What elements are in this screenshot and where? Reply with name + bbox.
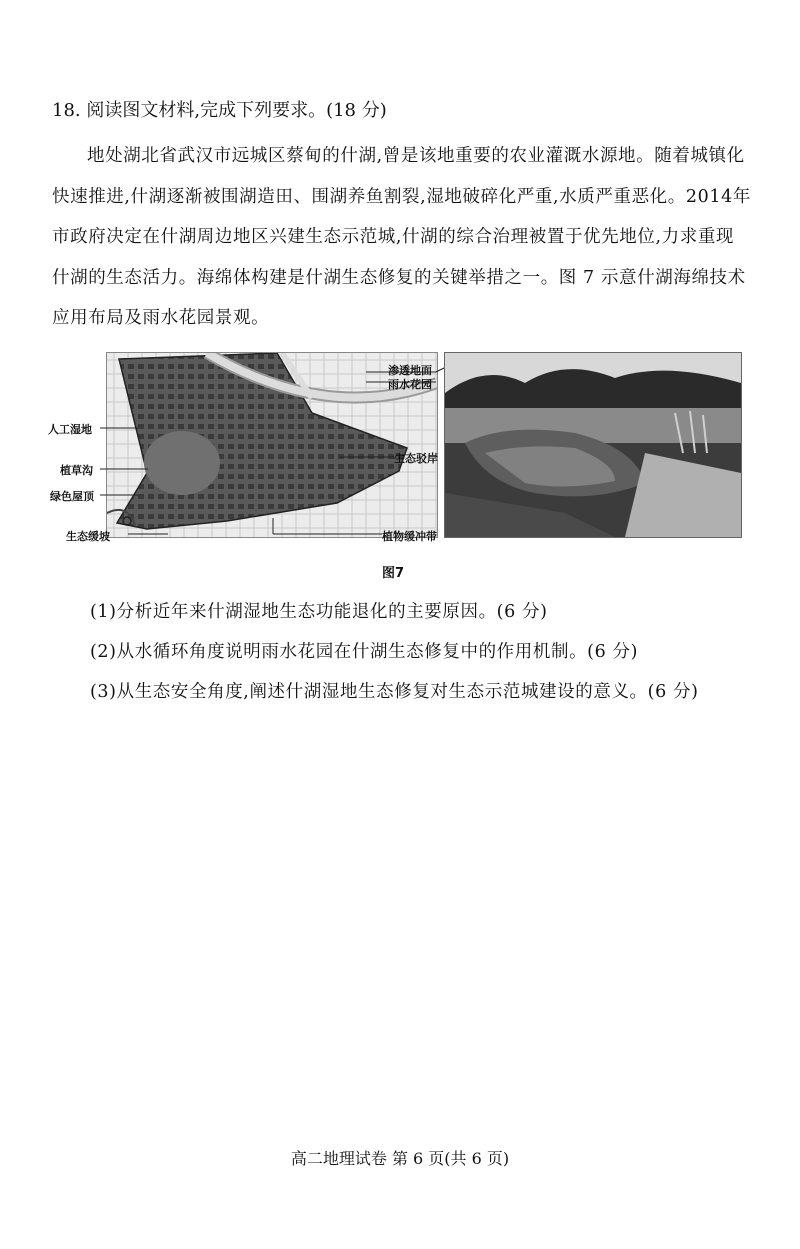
figure-caption: 图7 <box>382 566 405 581</box>
label-ecological-slope: 生态缓坡 <box>66 530 110 543</box>
figure-7 <box>48 348 748 544</box>
label-artificial-wetland: 人工湿地 <box>48 423 92 436</box>
label-permeable-ground: 渗透地面 <box>388 364 432 377</box>
label-green-roof: 绿色屋顶 <box>50 490 94 503</box>
subquestion-2: (2)从水循环角度说明雨水花园在什湖生态修复中的作用机制。(6 分) <box>90 642 639 662</box>
label-rain-garden: 雨水花园 <box>388 378 432 391</box>
question-title: 18. 阅读图文材料,完成下列要求。(18 分) <box>52 100 387 121</box>
subquestion-3: (3)从生态安全角度,阐述什湖湿地生态修复对生态示范城建设的意义。(6 分) <box>90 682 699 702</box>
question-paragraph: 地处湖北省武汉市远城区蔡甸的什湖,曾是该地重要的农业灌溉水源地。随着城镇化快速推进,什湖逐渐被围湖造田、围湖养鱼割裂,湿地破碎化严重,水质严重恶化。2014年市政府决定在什湖周边地区兴建生态示范城,什湖的综合治理被置于优先地位,力求重现什湖的生态活力。海绵体构建是什湖生态修复的关键举措之一。图 7 示意什湖海绵技术应用布局及雨水花园景观。 <box>52 146 751 328</box>
page-footer: 高二地理试卷 第 6 页(共 6 页) <box>290 1149 510 1168</box>
label-ecological-revetment: 生态驳岸 <box>394 452 438 465</box>
label-grass-ditch: 植草沟 <box>60 464 93 477</box>
subquestion-1: (1)分析近年来什湖湿地生态功能退化的主要原因。(6 分) <box>90 602 548 622</box>
label-plant-buffer: 植物缓冲带 <box>382 530 437 543</box>
